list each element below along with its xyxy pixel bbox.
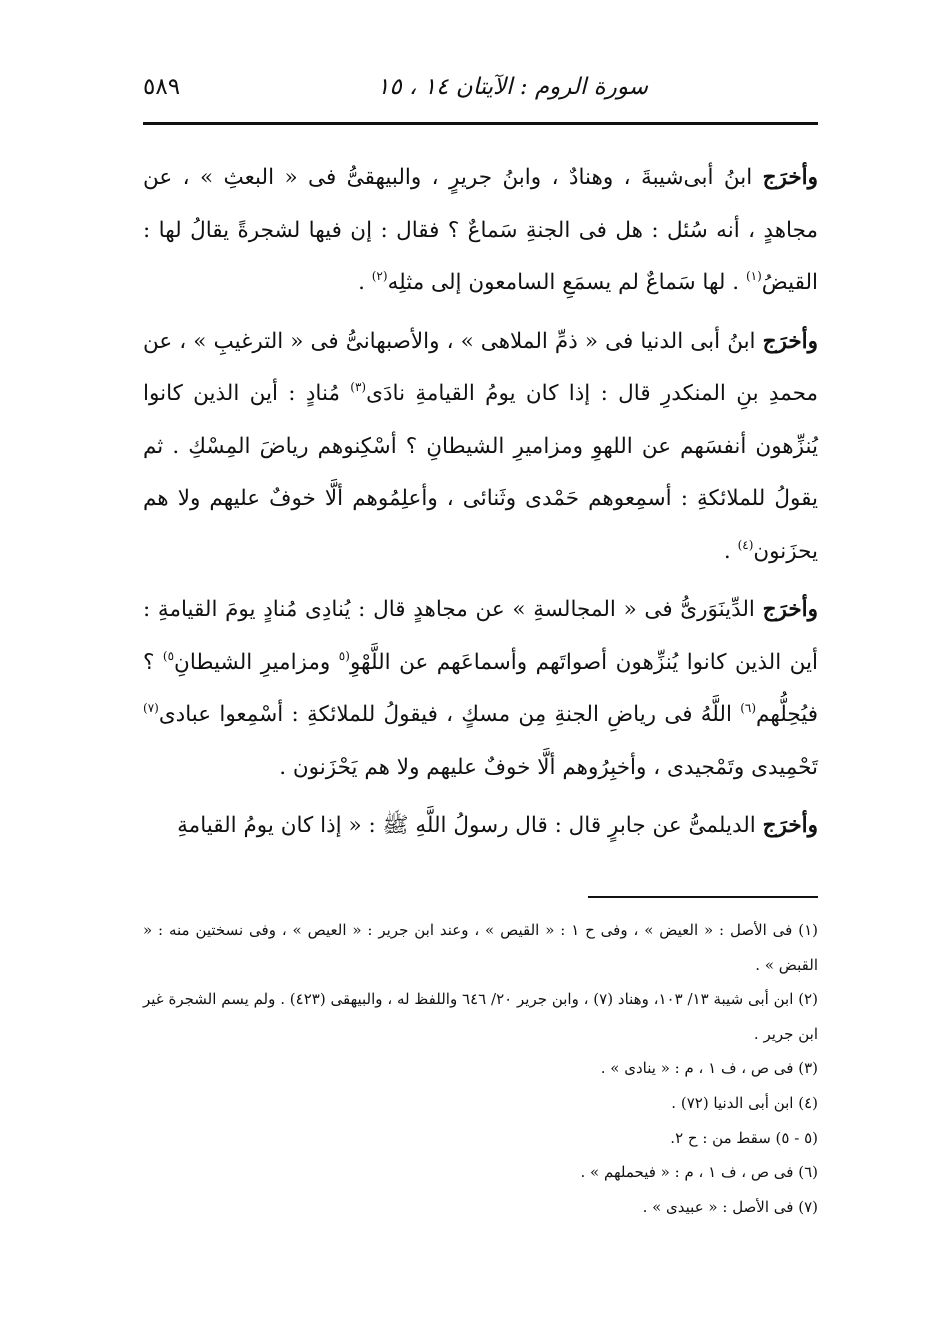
paragraph-text: . لها سَماعٌ لم يسمَعِ السامعون إلى مثلِه xyxy=(387,270,746,295)
page-number: ٥٨٩ xyxy=(143,74,181,100)
paragraph-1 xyxy=(143,152,818,310)
footnote-6: (٦) فى ص ، ف ١ ، م : « فيحملهم » . xyxy=(580,1163,818,1182)
paragraph-lead: وأخرَج xyxy=(762,328,818,354)
running-title: سورة الروم : الآيتان ١٤ ، ١٥ xyxy=(377,74,648,100)
footnote-ref[interactable]: (٤) xyxy=(737,537,754,552)
footnote-ref[interactable]: (٥ xyxy=(338,648,350,663)
footnote-3: (٣) فى ص ، ف ١ ، م : « ينادى » . xyxy=(600,1059,818,1078)
paragraph-text: تَحْمِيدى وتَمْجيدى ، وأخبِرُوهم ألَّا خوفٌ عليهم ولا هم يَحْزَنون . xyxy=(279,754,818,780)
paragraph-3 xyxy=(143,584,818,794)
paragraph-text: . xyxy=(358,270,372,295)
header-rule xyxy=(143,122,818,125)
footnote-ref[interactable]: (٣) xyxy=(350,380,367,394)
footnote-4: (٤) ابن أبى الدنيا (٧٢) . xyxy=(671,1093,818,1112)
footnotes xyxy=(143,913,818,1224)
paragraph-lead: وأخرَج xyxy=(762,165,818,190)
footnote-ref[interactable]: (١) xyxy=(745,269,762,283)
footnote-ref[interactable]: ٥) xyxy=(162,648,175,663)
footnote-5: (٥ - ٥) سقط من : ح ٢. xyxy=(670,1128,818,1147)
page-header xyxy=(143,66,818,126)
paragraph-text: اللَّهُ فى رياضِ الجنةِ مِن مسكٍ ، فيقولُ للملائكةِ : أسْمِعوا عبادى xyxy=(158,702,741,727)
footnote-ref[interactable]: (٧) xyxy=(143,701,159,715)
paragraph-text: مُنادٍ : أين الذين كانوا يُنزِّهون أنفسَهم عن اللهوِ ومزاميرِ الشيطانِ ؟ أسْكِنوهم رياضَ المِسْكِ . ثم يقولُ للملائكةِ : أسمِعوهم حَمْدى وثَنائى ، وأعلِمُوهم ألَّا خوفٌ عليهم ولا هم يحزَنون xyxy=(143,381,818,564)
footnote-separator xyxy=(588,896,818,898)
paragraph-text: ابنُ أبى الدنيا فى « ذمِّ الملاهى » ، والأصبهانىُّ فى « الترغيبِ » ، عن محمدِ بنِ المنكدرِ قال : إذا كان يومُ القيامةِ نادَى xyxy=(143,328,818,406)
paragraph-2 xyxy=(143,316,818,579)
footnote-1: (١) فى الأصل : « العيض » ، وفى ح ١ : « القيص » ، وعند ابن جرير : « العيص » ، وفى نسختين منه : « القبض » . xyxy=(143,921,818,974)
main-text xyxy=(143,152,818,859)
paragraph-text: الدِّينَوَرىُّ فى « المجالسةِ » عن مجاهدٍ قال : يُنادِى مُنادٍ يومَ القيامةِ : أين الذين كانوا يُنزِّهون أصواتَهم وأسماعَهم عن اللَّهْوِ xyxy=(143,597,818,675)
footnote-ref[interactable]: (٢) xyxy=(371,269,388,283)
paragraph-lead: وأخرَج xyxy=(762,597,818,622)
footnote-7: (٧) فى الأصل : « عبيدى » . xyxy=(642,1197,818,1216)
paragraph-text: ومزاميرِ الشيطانِ xyxy=(174,649,339,675)
footnote-2: (٢) ابن أبى شيبة ١٣/ ١٠٣، وهناد (٧) ، وابن جرير ٢٠/ ٦٤٦ واللفظ له ، والبيهقى (٤٢٣) . ولم يسم الشجرة غير ابن جرير . xyxy=(143,990,818,1043)
paragraph-4 xyxy=(143,800,818,853)
footnote-ref[interactable]: (٦) xyxy=(740,701,757,715)
paragraph-text: ؟ فيُحِلُّهم xyxy=(143,649,818,727)
paragraph-text: الديلمىُّ عن جابرٍ قال : قال رسولُ اللَّهِ ﷺ : « إذا كان يومُ القيامةِ xyxy=(177,813,763,838)
paragraph-text: . xyxy=(723,538,738,564)
paragraph-lead: وأخرَج xyxy=(762,813,818,838)
paragraph-text: ابنُ أبى‌شيبةَ ، وهنادٌ ، وابنُ جريرٍ ، والبيهقىُّ فى « البعثِ » ، عن مجاهدٍ ، أنه سُئل : هل فى الجنةِ سَماعٌ ؟ فقال : إن فيها لشجرةً يقالُ لها : القيضُ xyxy=(143,165,818,295)
